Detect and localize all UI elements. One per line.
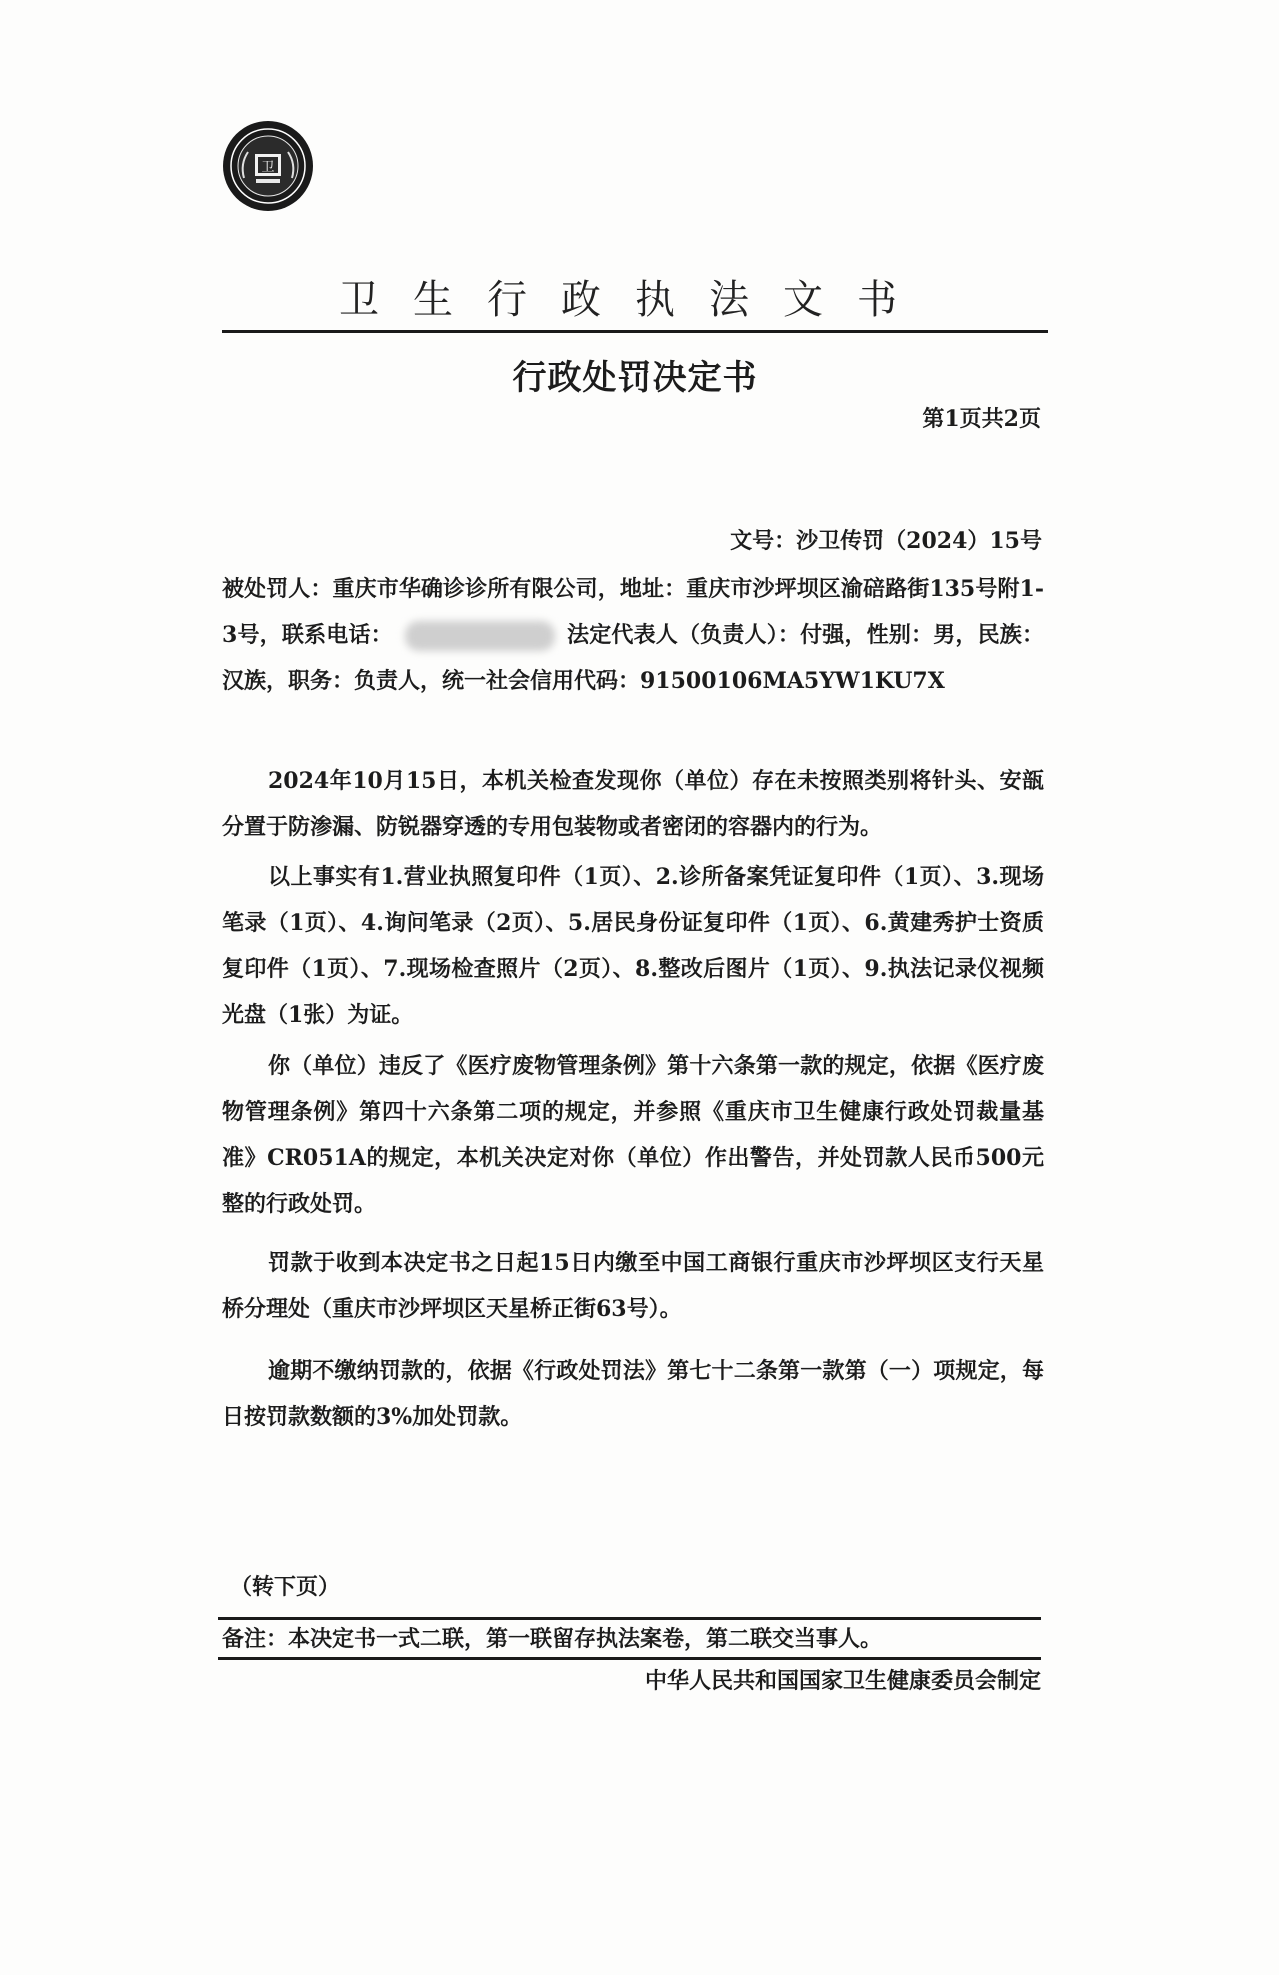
issuing-authority: 中华人民共和国国家卫生健康委员会制定 [644, 1669, 1041, 1694]
facts-paragraph: 2024年10月15日，本机关检查发现你（单位）存在未按照类别将针头、安瓿分置于防渗漏、防锐器穿透的专用包装物或者密闭的容器内的行为。 [222, 768, 1044, 840]
respondent-info-part-2: 法定代表人（负责人）：付强，性别：男，民族：汉族，职务：负责人，统一社会信用代码：91500106MA5YW1KU7X [222, 622, 1044, 694]
respondent-info-part-1: 被处罚人：重庆市华确诊诊所有限公司，地址：重庆市沙坪坝区渝碚路街135号附1-3号，联系电话： [222, 576, 1044, 648]
overdue-paragraph: 逾期不缴纳罚款的，依据《行政处罚法》第七十二条第一款第（一）项规定，每日按罚款数额的3%加处罚款。 [222, 1358, 1044, 1430]
remarks-top-divider [218, 1617, 1041, 1620]
evidence-paragraph: 以上事实有1.营业执照复印件（1页）、2.诊所备案凭证复印件（1页）、3.现场笔录（1页）、4.询问笔录（2页）、5.居民身份证复印件（1页）、6.黄建秀护士资质复印件（1页）、7.现场检查照片（2页）、8.整改后图片（1页）、9.执法记录仪视频光盘（1张）为证。 [222, 864, 1044, 1028]
redacted-phone-number [405, 621, 555, 651]
health-enforcement-badge-icon [222, 120, 314, 212]
continued-on-next-page: （转下页） [230, 1574, 341, 1600]
document-category-heading: 卫生行政执法文书 [339, 277, 931, 323]
remarks-bottom-divider [218, 1657, 1041, 1660]
document-number: 文号：沙卫传罚（2024）15号 [730, 528, 1042, 554]
remarks-note: 备注：本决定书一式二联，第一联留存执法案卷，第二联交当事人。 [222, 1626, 883, 1652]
page-indicator: 第1页共2页 [922, 406, 1041, 432]
svg-text:卫: 卫 [261, 160, 275, 175]
violation-paragraph: 你（单位）违反了《医疗废物管理条例》第十六条第一款的规定，依据《医疗废物管理条例》第四十六条第二项的规定，并参照《重庆市卫生健康行政处罚裁量基准》CR051A的规定，本机关决定对你（单位）作出警告，并处罚款人民币500元整的行政处罚。 [222, 1053, 1044, 1217]
header-divider [222, 330, 1048, 333]
payment-paragraph: 罚款于收到本决定书之日起15日内缴至中国工商银行重庆市沙坪坝区支行天星桥分理处（重庆市沙坪坝区天星桥正街63号）。 [222, 1250, 1044, 1322]
respondent-info [222, 566, 1044, 704]
document-title: 行政处罚决定书 [512, 358, 758, 398]
